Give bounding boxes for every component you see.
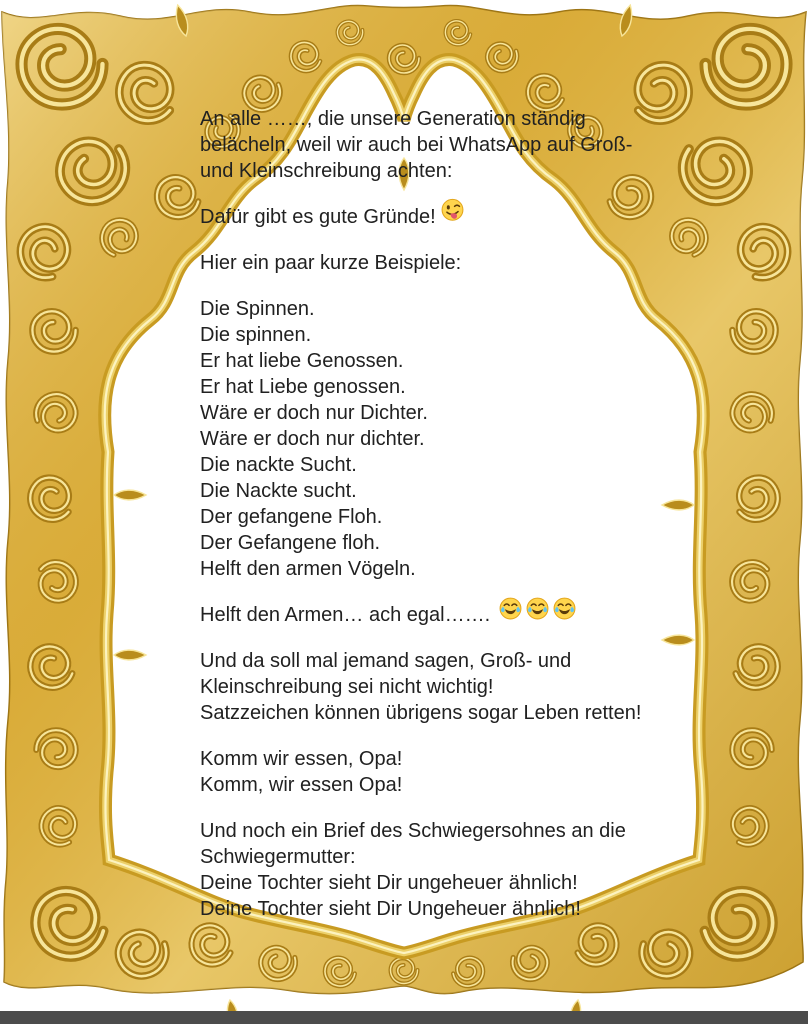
text-line: Und da soll mal jemand sagen, Groß- und	[200, 650, 572, 673]
text-line: Die nackte Sucht.	[200, 454, 357, 477]
text-line: Die spinnen.	[200, 324, 312, 347]
text-line: Komm wir essen, Opa!	[200, 748, 403, 771]
intro-paragraph	[200, 106, 672, 184]
text-line: Deine Tochter sieht Dir ungeheuer ähnlich!	[200, 872, 578, 895]
letter-paragraph	[200, 818, 672, 922]
text-line: Er hat liebe Genossen.	[200, 350, 404, 373]
text-line: Der gefangene Floh.	[200, 506, 383, 529]
text-line: Schwiegermutter:	[200, 846, 356, 869]
text-line: Und noch ein Brief des Schwiegersohnes an die	[200, 820, 626, 843]
punchline	[200, 602, 672, 628]
examples-intro: Hier ein paar kurze Beispiele:	[200, 252, 462, 275]
joke-text	[200, 106, 672, 942]
reason-text: Dafür gibt es gute Gründe!	[200, 206, 436, 228]
text-line: Wäre er doch nur dichter.	[200, 428, 425, 451]
joy-emoji	[552, 596, 577, 621]
text-line: Der Gefangene floh.	[200, 532, 381, 555]
punchline-text: Helft den Armen… ach egal…….	[200, 604, 491, 627]
text-line: An alle ……, die unsere Generation ständig	[200, 108, 586, 130]
text-line: belächeln, weil wir auch bei WhatsApp auf Groß-	[200, 134, 633, 156]
bottom-bar	[0, 1011, 808, 1024]
text-line: Die Nackte sucht.	[200, 480, 357, 503]
examples-list	[200, 296, 672, 582]
joy-emoji	[498, 596, 523, 621]
text-line: Die Spinnen.	[200, 298, 315, 321]
text-line: Kleinschreibung sei nicht wichtig!	[200, 676, 494, 699]
text-line: Deine Tochter sieht Dir Ungeheuer ähnlich!	[200, 898, 581, 921]
opa-paragraph	[200, 746, 672, 798]
text-line: Helft den armen Vögeln.	[200, 558, 416, 581]
joy-emoji	[525, 596, 550, 621]
text-line: und Kleinschreibung achten:	[200, 160, 453, 182]
moral-paragraph	[200, 648, 672, 726]
text-line: Satzzeichen können übrigens sogar Leben retten!	[200, 702, 642, 725]
text-line: Komm, wir essen Opa!	[200, 774, 403, 797]
reason-line	[200, 204, 672, 230]
winking-tongue-emoji	[440, 198, 465, 223]
text-line: Wäre er doch nur Dichter.	[200, 402, 428, 425]
text-line: Er hat Liebe genossen.	[200, 376, 406, 399]
